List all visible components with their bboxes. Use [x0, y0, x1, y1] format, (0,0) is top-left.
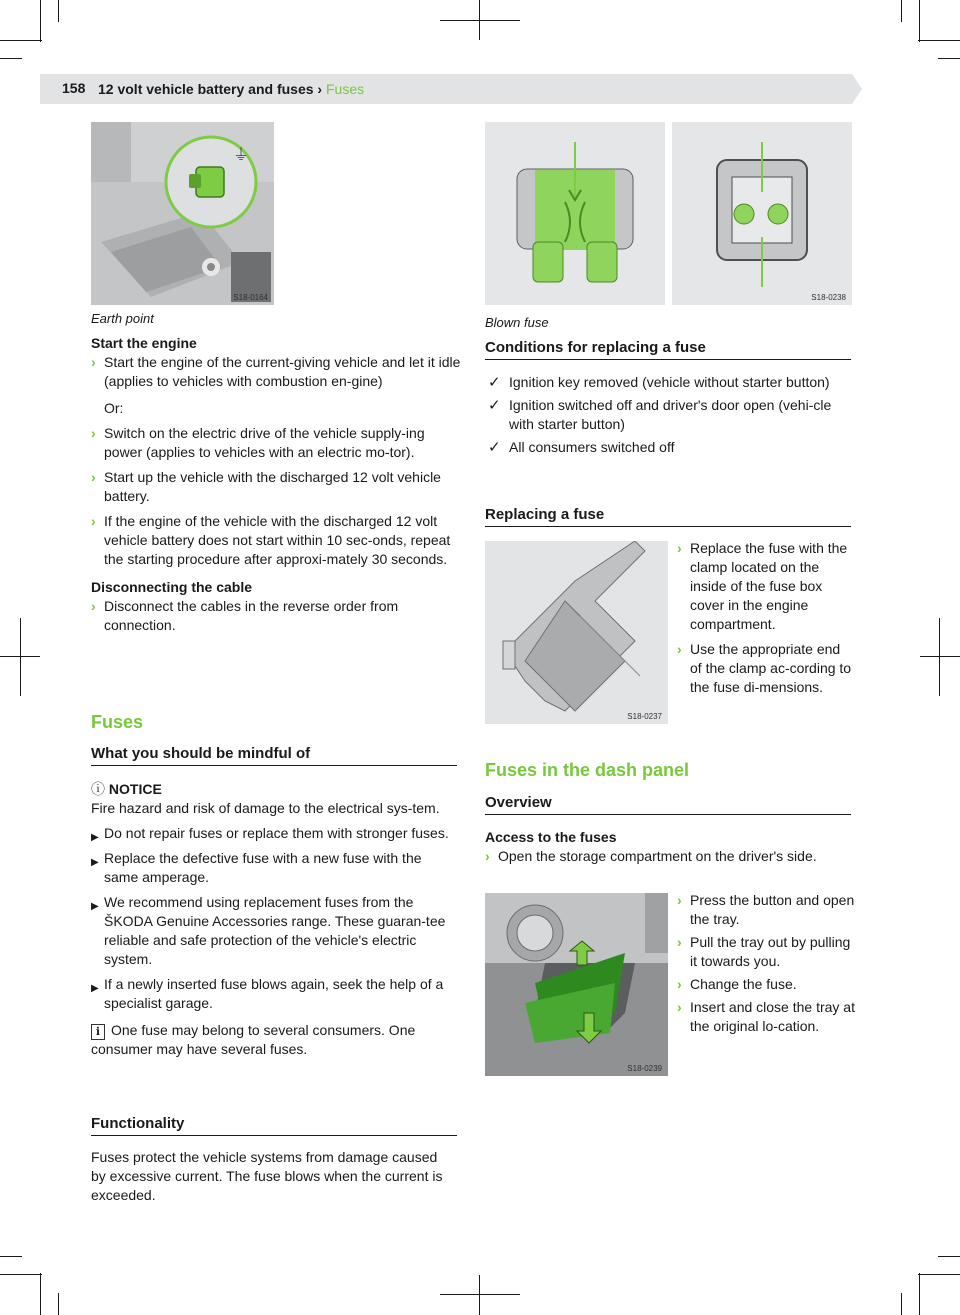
crop-mark [40, 0, 41, 42]
crop-mark [58, 1293, 59, 1315]
replacing-heading: Replacing a fuse [485, 506, 851, 527]
list-item-text: All consumers switched off [509, 439, 675, 455]
breadcrumb-separator: › [317, 81, 323, 97]
list-item [677, 891, 855, 929]
chevron-icon: › [91, 469, 96, 485]
list-item [91, 468, 461, 506]
list-item [91, 399, 461, 418]
chevron-icon: › [677, 892, 682, 908]
list-item-text: Or: [104, 400, 124, 416]
chevron-icon: › [91, 598, 96, 614]
list-item-text: Open the storage compartment on the driver's side. [498, 848, 817, 864]
list-item-text: Replace the defective fuse with a new fuse with the same amperage. [104, 850, 422, 885]
figure-code: S18-0237 [627, 712, 662, 721]
blown-fuse-caption: Blown fuse [485, 315, 549, 330]
crop-mark [918, 40, 960, 41]
list-item-text: Start up the vehicle with the discharged 12 volt vehicle battery. [104, 469, 441, 504]
fuses-heading: Fuses [91, 712, 144, 732]
notice-label: NOTICE [108, 781, 162, 797]
svg-text:⏚: ⏚ [233, 145, 250, 164]
crop-mark [0, 40, 42, 41]
blown-fuse-figure-right [672, 122, 852, 305]
list-item [91, 824, 459, 843]
crop-mark [919, 0, 920, 42]
chevron-icon: › [677, 934, 682, 950]
blown-fuse-figure-left [485, 122, 665, 305]
list-item-text: Disconnect the cables in the reverse order from connection. [104, 598, 399, 633]
crop-mark [20, 618, 21, 696]
crop-mark [58, 0, 59, 22]
page-header-arrow [852, 74, 862, 104]
check-icon: ✓ [488, 439, 501, 456]
list-item-text: Change the fuse. [690, 976, 797, 992]
triangle-bullet-icon: ▶ [91, 857, 99, 868]
check-icon: ✓ [488, 374, 501, 391]
list-item-text: Replace the fuse with the clamp located on the inside of the fuse box cover in the engine compartment. [690, 540, 848, 632]
list-item [677, 975, 855, 994]
fuse-side-illustration [485, 122, 665, 305]
dash-tray-figure [485, 893, 668, 1076]
tray-list [677, 891, 855, 1036]
crop-mark [479, 1275, 480, 1315]
list-item-text: Start the engine of the current-giving vehicle and let it idle (applies to vehicles with combustion en-gine) [104, 354, 461, 389]
crop-mark [0, 1274, 42, 1275]
list-item-text: Switch on the electric drive of the vehicle supply-ing power (applies to vehicles with an electric mo-tor). [104, 425, 425, 460]
crop-mark [440, 20, 520, 21]
crop-mark [919, 1273, 920, 1315]
triangle-bullet-icon: ▶ [91, 832, 99, 843]
chevron-icon: › [91, 354, 96, 370]
notice-label-row [91, 780, 459, 799]
overview-heading: Overview [485, 794, 851, 815]
crop-mark [0, 1256, 22, 1257]
earth-point-figure [91, 122, 274, 305]
crop-mark [40, 1273, 41, 1315]
list-item-text: Use the appropriate end of the clamp ac-cording to the fuse di-mensions. [690, 641, 852, 695]
notice-text: Fire hazard and risk of damage to the electrical sys-tem. [91, 800, 440, 816]
start-engine-title: Start the engine [91, 335, 197, 351]
list-item [91, 597, 461, 635]
start-engine-section [91, 334, 461, 635]
figure-code: S18-0164 [233, 293, 268, 302]
access-title: Access to the fuses [485, 829, 617, 845]
info-text: One fuse may belong to several consumers. One consumer may have several fuses. [91, 1022, 416, 1057]
list-item-text: Ignition key removed (vehicle without starter button) [509, 374, 830, 390]
list-item [91, 353, 461, 391]
list-item-text: Insert and close the tray at the original lo-cation. [690, 999, 855, 1034]
fuse-clamp-illustration [485, 541, 668, 724]
list-item [677, 998, 855, 1036]
list-item-text: Ignition switched off and driver's door open (vehi-cle with starter button) [509, 397, 832, 432]
crop-mark [918, 1274, 960, 1275]
list-item [91, 849, 459, 887]
breadcrumb-active[interactable]: Fuses [325, 81, 365, 97]
functionality-heading: Functionality [91, 1115, 457, 1136]
list-item [485, 847, 851, 866]
list-item [677, 539, 855, 634]
list-item-text: Pull the tray out by pulling it towards you. [690, 934, 851, 969]
chevron-icon: › [91, 513, 96, 529]
triangle-bullet-icon: ▶ [91, 901, 99, 912]
triangle-bullet-icon: ▶ [91, 983, 99, 994]
crop-mark [901, 0, 902, 22]
access-section [485, 828, 851, 866]
dash-panel-heading: Fuses in the dash panel [485, 760, 690, 780]
fuse-top-illustration [672, 122, 852, 305]
chevron-icon: › [677, 641, 682, 657]
dash-tray-illustration [485, 893, 668, 1076]
list-item [677, 933, 855, 971]
functionality-text: Fuses protect the vehicle systems from damage caused by excessive current. The fuse blows when the current is exceeded. [91, 1149, 443, 1203]
conditions-list [488, 373, 854, 457]
breadcrumb-main[interactable]: 12 volt vehicle battery and fuses [98, 81, 314, 97]
page-number: 158 [62, 80, 86, 96]
info-icon: ℹ [91, 1024, 105, 1040]
earth-point-caption: Earth point [91, 311, 154, 326]
list-item-text: Press the button and open the tray. [690, 892, 855, 927]
chevron-icon: › [677, 999, 682, 1015]
chevron-icon: › [91, 425, 96, 441]
check-icon: ✓ [488, 397, 501, 414]
chevron-icon: › [677, 540, 682, 556]
crop-mark [0, 58, 22, 59]
list-item [91, 975, 459, 1013]
conditions-heading: Conditions for replacing a fuse [485, 339, 851, 360]
fuse-clamp-figure [485, 541, 668, 724]
list-item [488, 373, 854, 392]
list-item [488, 438, 854, 457]
crop-mark [901, 1293, 902, 1315]
chevron-icon: › [485, 848, 490, 864]
replacing-list [677, 539, 855, 697]
list-item [91, 424, 461, 462]
list-item [91, 893, 459, 969]
crop-mark [440, 1294, 520, 1295]
crop-mark [479, 0, 480, 40]
info-note [91, 1021, 459, 1059]
figure-code: S18-0238 [811, 293, 846, 302]
figure-code: S18-0239 [627, 1064, 662, 1073]
list-item-text: If a newly inserted fuse blows again, seek the help of a specialist garage. [104, 976, 444, 1011]
disconnect-title: Disconnecting the cable [91, 579, 253, 595]
crop-mark [939, 618, 940, 696]
notice-box [91, 780, 459, 1059]
list-item [91, 512, 461, 569]
engine-bay-illustration [91, 122, 274, 305]
mindful-heading: What you should be mindful of [91, 745, 457, 766]
crop-mark [938, 58, 960, 59]
list-item-text: We recommend using replacement fuses from the ŠKODA Genuine Accessories range. These guaran-tee reliable and safe protection of the vehicle's electric system. [104, 894, 446, 967]
breadcrumb [98, 81, 364, 97]
crop-mark [920, 656, 960, 657]
list-item [488, 396, 854, 434]
crop-mark [938, 1256, 960, 1257]
notice-icon: ⓘ [91, 781, 105, 797]
list-item-text: If the engine of the vehicle with the discharged 12 volt vehicle battery does not start within 10 sec-onds, repeat the starting procedure after approxi-mately 30 seconds. [104, 513, 451, 567]
list-item [677, 640, 855, 697]
chevron-icon: › [677, 976, 682, 992]
list-item-text: Do not repair fuses or replace them with stronger fuses. [104, 825, 449, 841]
